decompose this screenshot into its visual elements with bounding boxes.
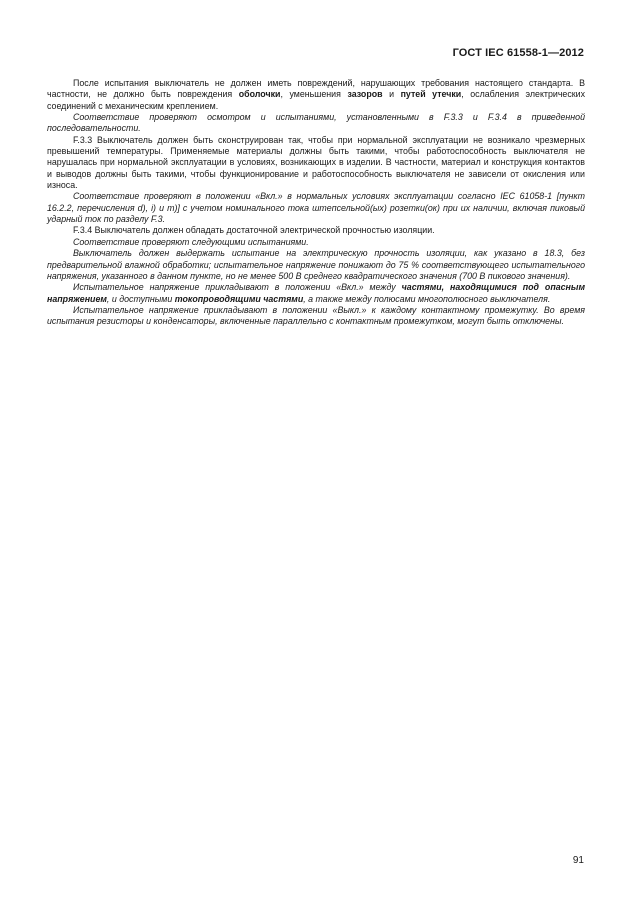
text-segment: F.3.3 Выключатель должен быть сконструирован так, чтобы при нормальной эксплуатации не возникало чрезмерных превышений температуры. Применяемые материалы должны быть такими, чтобы работоспособность выключателя не нарушалась при нормальной эксплуатации в условиях, возникающих в изделии. В частности, материал и конструкция контактов и выводов должны быть такими, чтобы функционирование и работоспособность выключателя не зависели от окисления или износа. — [47, 134, 585, 191]
text-segment: После испытания выключатель не должен иметь повреждений, нарушающих требования настоящего стандарта. В частности, не должно быть повреждения — [47, 78, 585, 100]
text-segment: и — [382, 89, 401, 100]
paragraph — [47, 191, 585, 225]
text-segment: Испытательное напряжение прикладывают в положении «Выкл.» к каждому контактному промежутку. Во время испытания резисторы и конденсаторы, включенные параллельно с контактным промежутком, могут быть отключены. — [47, 304, 585, 327]
defined-term: зазоров — [347, 89, 383, 100]
text-segment: , и доступными — [106, 293, 175, 304]
text-segment: F.3.4 Выключатель должен обладать достаточной электрической прочностью изоляции. — [73, 225, 435, 236]
text-segment: Соответствие проверяют следующими испытаниями. — [73, 236, 309, 247]
text-segment: Соответствие проверяют осмотром и испытаниями, установленными в F.3.3 и F.3.4 в приведенной последовательности. — [47, 112, 585, 134]
paragraph — [47, 135, 585, 192]
text-segment: Соответствие проверяют в положении «Вкл.» в нормальных условиях эксплуатации согласно IEC 61058-1 [пункт 16.2.2, перечисления d), i) и m)] с учетом номинального тока штепсельной(ых) розетки(ок) при их наличии, включая пиковый ударный ток по разделу F.3. — [47, 191, 585, 225]
page-number: 91 — [572, 855, 584, 866]
paragraph — [47, 112, 585, 135]
paragraph — [47, 282, 585, 305]
defined-term: частями, находящимися под опасным напряжением — [47, 282, 585, 304]
paragraph — [47, 225, 585, 236]
defined-term: оболочки — [238, 89, 281, 100]
text-segment: , ослабления электрических соединений с механическим креплением. — [47, 89, 586, 111]
paragraph — [47, 78, 585, 112]
text-segment: , уменьшения — [280, 89, 348, 100]
paragraph — [47, 248, 585, 282]
text-segment: Выключатель должен выдержать испытание на электрическую прочность изоляции, как указано в 18.3, без предварительной влажной обработки; испытательное напряжение понижают до 75 % соответствующего испытательного напряжения, указанного в данном пункте, но не менее 500 В среднего квадратического значения (700 В пикового значения). — [47, 248, 585, 281]
standard-header: ГОСТ IEC 61558-1—2012 — [452, 47, 584, 59]
paragraph — [47, 237, 585, 248]
text-segment: Испытательное напряжение прикладывают в положении «Вкл.» между — [73, 282, 402, 293]
text-segment: , а также между полюсами многополюсного выключателя. — [303, 293, 551, 304]
paragraph — [47, 305, 585, 328]
defined-term: токопроводящими частями — [174, 293, 304, 304]
defined-term: путей утечки — [400, 89, 462, 100]
body-text — [47, 78, 585, 328]
